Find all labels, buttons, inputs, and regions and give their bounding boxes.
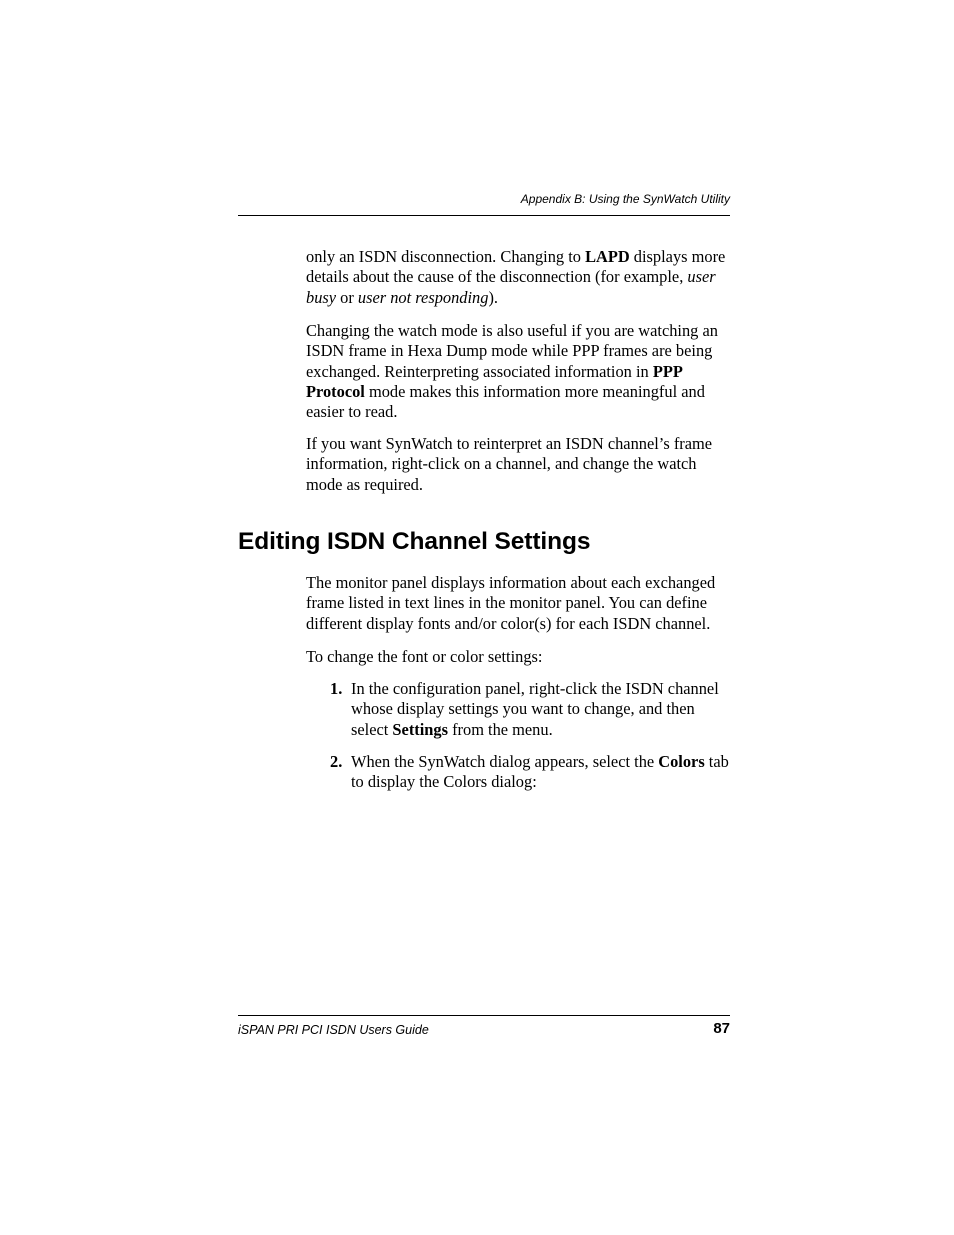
p3-text-1: If you want SynWatch to reinterpret an ISDN channel’s frame information, right-click on a channel, and change the watch mode as required. [306,434,713,494]
user-busy-term: user busy [306,267,716,307]
section-heading: Editing ISDN Channel Settings [238,528,591,555]
page-number: 87 [713,1020,730,1037]
p1-text-4: ). [488,287,498,307]
header-rule [238,215,730,216]
paragraph-disconnection-details [306,247,731,308]
user-not-responding-term: user not responding [357,287,489,307]
settings-term: Settings [392,719,448,739]
lapd-term: LAPD [585,247,630,266]
step-1-text-1: In the configuration panel, right-click the ISDN channel whose display settings you want to change, and then select [351,679,719,739]
running-header: Appendix B: Using the SynWatch Utility [520,192,730,206]
step-2-text-1: When the SynWatch dialog appears, select the [351,752,659,771]
step-2 [330,752,732,793]
ppp-protocol-term: PPP Protocol [306,361,682,401]
footer-book-title: iSPAN PRI PCI ISDN Users Guide [238,1023,429,1037]
p2-text-2: mode makes this information more meaningful and easier to read. [306,381,705,422]
p1-text-1: only an ISDN disconnection. Changing to [306,247,586,266]
paragraph-reinterpret [306,434,731,495]
step-number: 1. [330,679,343,698]
step-text [351,679,732,740]
step-1-text-2: from the menu. [447,719,553,739]
step-text [351,752,732,793]
colors-term: Colors [658,752,705,771]
p2-text-1: Changing the watch mode is also useful if you are watching an ISDN frame in Hexa Dump mode while PPP frames are being exchanged. Reinterpreting associated information in [306,321,718,381]
step-number: 2. [330,752,343,771]
p1-text-2: displays more details about the cause of the disconnection (for example, [306,247,726,287]
section-intro: The monitor panel displays information about each exchanged frame listed in text lines in the monitor panel. You can define different display fonts and/or color(s) for each ISDN channel. [306,573,716,633]
step-1 [330,679,732,740]
p1-text-3: or [336,287,358,307]
section-lead-in: To change the font or color settings: [306,647,543,666]
step-2-text-2: tab to display the Colors dialog: [351,752,729,792]
footer-rule [238,1015,730,1016]
paragraph-watch-mode [306,321,731,422]
